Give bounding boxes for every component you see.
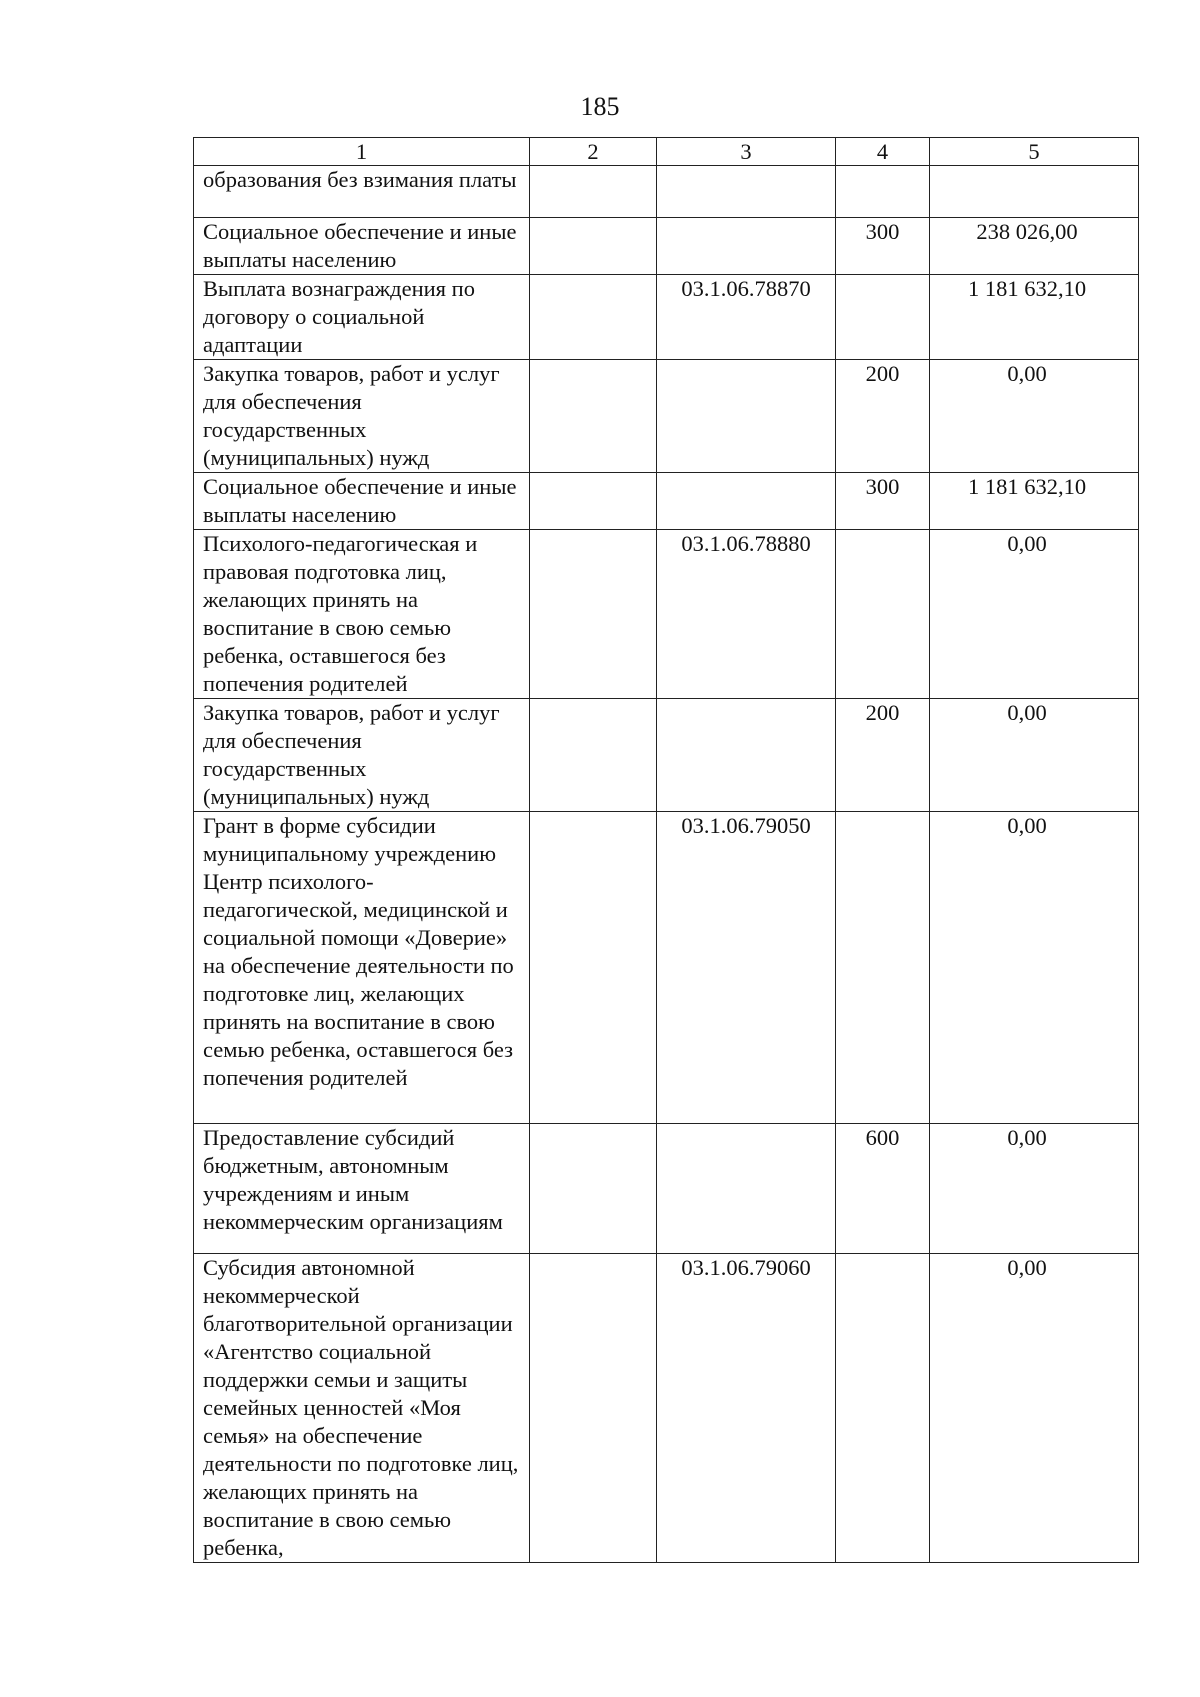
column-header-4: 4 bbox=[836, 138, 930, 166]
cell-c4: 300 bbox=[836, 473, 930, 530]
cell-c2 bbox=[530, 530, 657, 699]
cell-c1: Закупка товаров, работ и услуг для обеспечения государственных (муниципальных) нужд bbox=[194, 360, 530, 473]
cell-c3: 03.1.06.79050 bbox=[657, 812, 836, 1124]
table-row bbox=[194, 530, 1139, 699]
cell-c5: 238 026,00 bbox=[930, 218, 1139, 275]
cell-c1: образования без взимания платы bbox=[194, 166, 530, 218]
cell-c5: 0,00 bbox=[930, 1124, 1139, 1254]
column-header-3: 3 bbox=[657, 138, 836, 166]
cell-c1: Субсидия автономной некоммерческой благотворительной организации «Агентство социальной поддержки семьи и защиты семейных ценностей «Моя семья» на обеспечение деятельности по подготовке лиц, желающих принять на воспитание в свою семью ребенка, bbox=[194, 1254, 530, 1563]
cell-c1: Социальное обеспечение и иные выплаты населению bbox=[194, 218, 530, 275]
column-header-1: 1 bbox=[194, 138, 530, 166]
cell-c1: Грант в форме субсидии муниципальному учреждению Центр психолого-педагогической, медицинской и социальной помощи «Доверие» на обеспечение деятельности по подготовке лиц, желающих принять на воспитание в свою семью ребенка, оставшегося без попечения родителей bbox=[194, 812, 530, 1124]
cell-c5: 0,00 bbox=[930, 812, 1139, 1124]
cell-c5 bbox=[930, 166, 1139, 218]
cell-c5: 0,00 bbox=[930, 699, 1139, 812]
cell-c3 bbox=[657, 166, 836, 218]
cell-c2 bbox=[530, 473, 657, 530]
cell-c4: 200 bbox=[836, 699, 930, 812]
cell-c3 bbox=[657, 473, 836, 530]
cell-c2 bbox=[530, 812, 657, 1124]
column-header-2: 2 bbox=[530, 138, 657, 166]
cell-c1: Выплата вознаграждения по договору о социальной адаптации bbox=[194, 275, 530, 360]
table-row bbox=[194, 1254, 1139, 1563]
cell-c2 bbox=[530, 699, 657, 812]
cell-c2 bbox=[530, 166, 657, 218]
table-row bbox=[194, 275, 1139, 360]
cell-c3 bbox=[657, 1124, 836, 1254]
cell-c4: 600 bbox=[836, 1124, 930, 1254]
cell-c4: 200 bbox=[836, 360, 930, 473]
cell-c4 bbox=[836, 812, 930, 1124]
cell-c5: 0,00 bbox=[930, 360, 1139, 473]
cell-c2 bbox=[530, 360, 657, 473]
column-header-5: 5 bbox=[930, 138, 1139, 166]
cell-c1: Психолого-педагогическая и правовая подготовка лиц, желающих принять на воспитание в свою семью ребенка, оставшегося без попечения родителей bbox=[194, 530, 530, 699]
cell-c4 bbox=[836, 530, 930, 699]
cell-c4 bbox=[836, 1254, 930, 1563]
cell-c5: 0,00 bbox=[930, 1254, 1139, 1563]
table-row bbox=[194, 1124, 1139, 1254]
cell-c1: Предоставление субсидий бюджетным, автономным учреждениям и иным некоммерческим организациям bbox=[194, 1124, 530, 1254]
cell-c3: 03.1.06.78870 bbox=[657, 275, 836, 360]
table-row bbox=[194, 166, 1139, 218]
cell-c3 bbox=[657, 699, 836, 812]
cell-c5: 0,00 bbox=[930, 530, 1139, 699]
budget-table bbox=[193, 137, 1139, 1563]
cell-c2 bbox=[530, 1254, 657, 1563]
table-row bbox=[194, 218, 1139, 275]
cell-c4 bbox=[836, 275, 930, 360]
table-row bbox=[194, 360, 1139, 473]
cell-c5: 1 181 632,10 bbox=[930, 473, 1139, 530]
cell-c5: 1 181 632,10 bbox=[930, 275, 1139, 360]
cell-c3 bbox=[657, 218, 836, 275]
cell-c1: Закупка товаров, работ и услуг для обеспечения государственных (муниципальных) нужд bbox=[194, 699, 530, 812]
cell-c2 bbox=[530, 218, 657, 275]
table-row bbox=[194, 473, 1139, 530]
cell-c2 bbox=[530, 1124, 657, 1254]
cell-c3 bbox=[657, 360, 836, 473]
cell-c4 bbox=[836, 166, 930, 218]
cell-c1: Социальное обеспечение и иные выплаты населению bbox=[194, 473, 530, 530]
cell-c3: 03.1.06.79060 bbox=[657, 1254, 836, 1563]
table-row bbox=[194, 812, 1139, 1124]
cell-c2 bbox=[530, 275, 657, 360]
table-row bbox=[194, 699, 1139, 812]
table-header-row bbox=[194, 138, 1139, 166]
cell-c3: 03.1.06.78880 bbox=[657, 530, 836, 699]
cell-c4: 300 bbox=[836, 218, 930, 275]
page-number: 185 bbox=[580, 92, 620, 121]
